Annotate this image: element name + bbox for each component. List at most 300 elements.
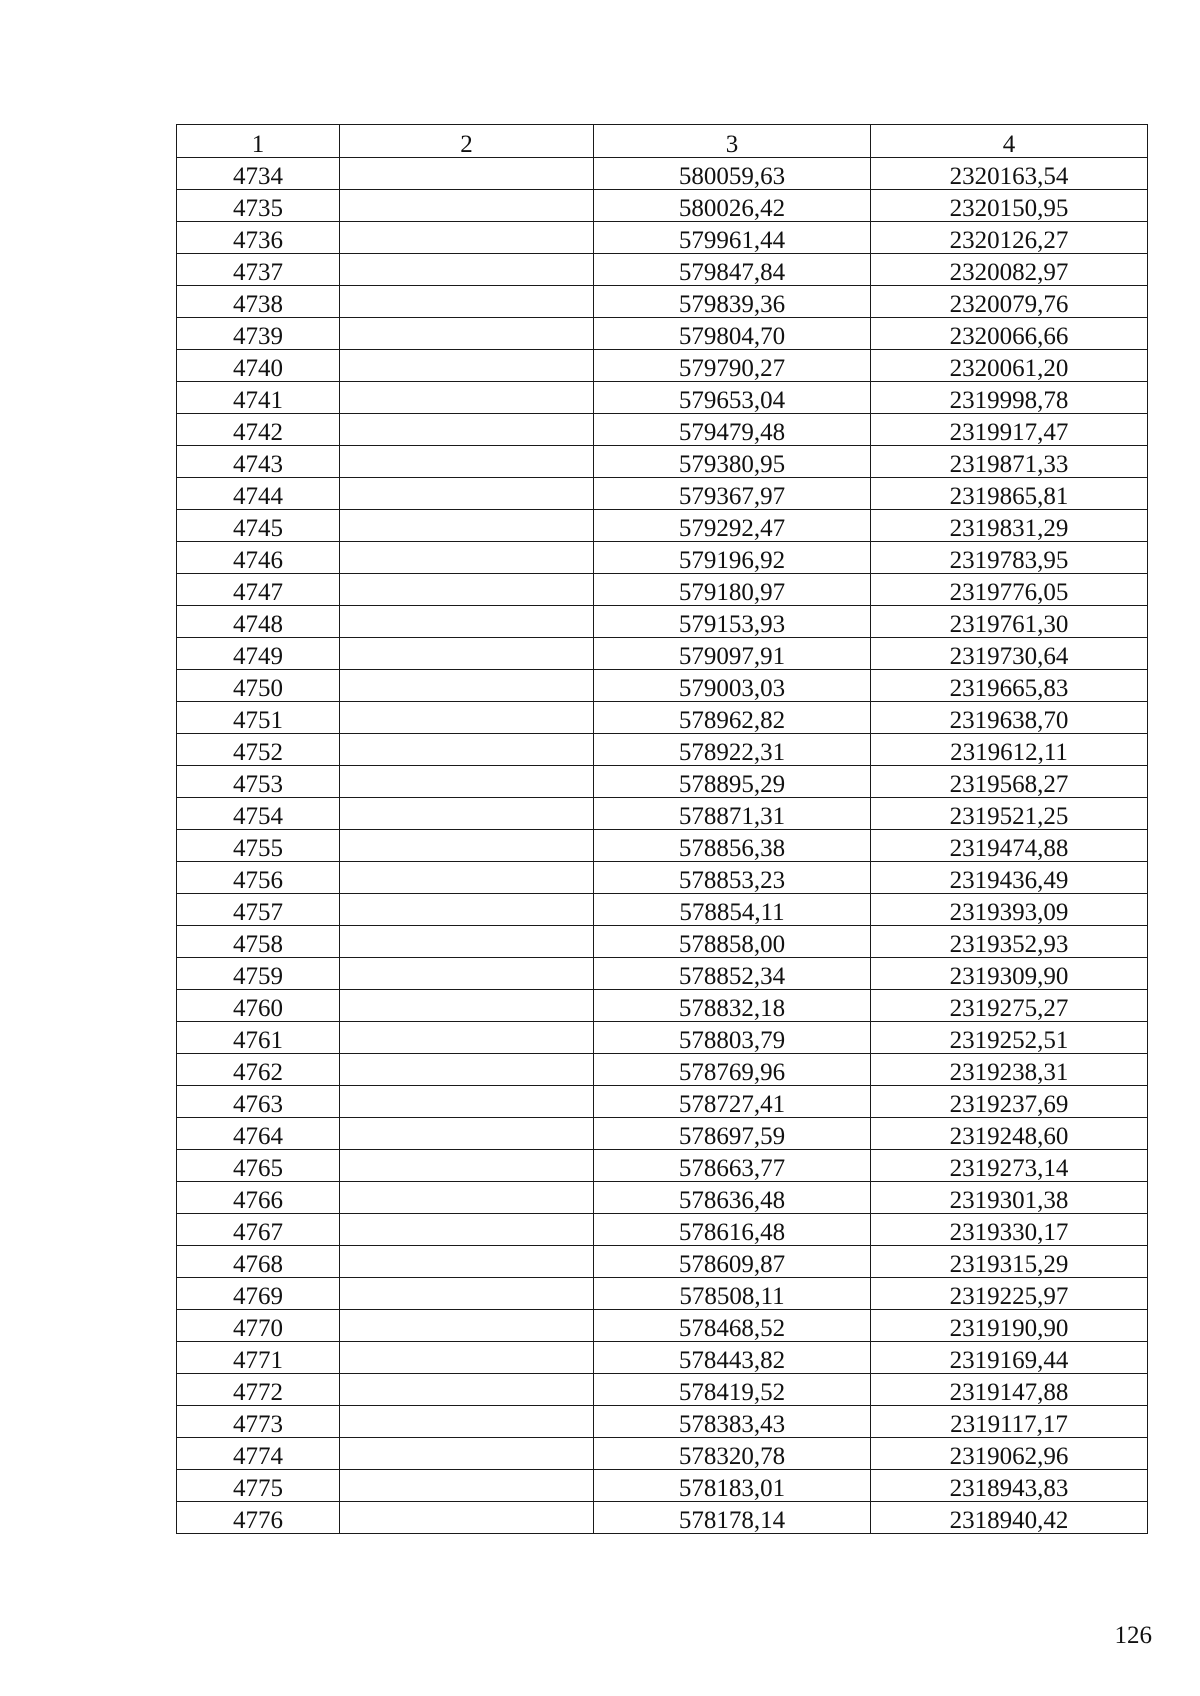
y-coordinate-cell-text: 2319776,05 (949, 579, 1069, 606)
x-coordinate-cell (594, 510, 871, 542)
x-coordinate-cell-text: 578852,34 (678, 963, 786, 990)
point-number-cell (177, 926, 340, 958)
x-coordinate-cell (594, 318, 871, 350)
point-number-cell-text: 4774 (233, 1443, 283, 1470)
x-coordinate-cell-text: 578616,48 (678, 1219, 786, 1246)
y-coordinate-cell-text: 2319917,47 (949, 419, 1069, 446)
y-coordinate-cell (871, 1278, 1148, 1310)
x-coordinate-cell (594, 446, 871, 478)
point-number-cell-text: 4751 (233, 707, 283, 734)
description-cell (340, 1214, 594, 1246)
table-row (177, 734, 1148, 766)
description-cell (340, 1374, 594, 1406)
point-number-cell-text: 4771 (233, 1347, 283, 1374)
point-number-cell-text: 4747 (233, 579, 283, 606)
y-coordinate-cell (871, 958, 1148, 990)
y-coordinate-cell-text: 2319998,78 (949, 387, 1069, 414)
x-coordinate-cell (594, 894, 871, 926)
point-number-cell (177, 1054, 340, 1086)
y-coordinate-cell-text: 2320066,66 (949, 323, 1069, 350)
y-coordinate-cell (871, 1438, 1148, 1470)
description-cell (340, 1310, 594, 1342)
point-number-cell (177, 1342, 340, 1374)
point-number-cell (177, 446, 340, 478)
y-coordinate-cell (871, 286, 1148, 318)
y-coordinate-cell (871, 766, 1148, 798)
y-coordinate-cell-text: 2320163,54 (949, 163, 1069, 190)
description-cell (340, 1342, 594, 1374)
point-number-cell-text: 4761 (233, 1027, 283, 1054)
y-coordinate-cell (871, 254, 1148, 286)
y-coordinate-cell (871, 670, 1148, 702)
y-coordinate-cell-text: 2320079,76 (949, 291, 1069, 318)
y-coordinate-cell (871, 382, 1148, 414)
table-row (177, 1054, 1148, 1086)
x-coordinate-cell (594, 414, 871, 446)
y-coordinate-cell (871, 798, 1148, 830)
y-coordinate-cell-text: 2320082,97 (949, 259, 1069, 286)
x-coordinate-cell (594, 1182, 871, 1214)
table-row (177, 958, 1148, 990)
point-number-cell (177, 350, 340, 382)
x-coordinate-cell (594, 1246, 871, 1278)
table-row (177, 798, 1148, 830)
point-number-cell (177, 830, 340, 862)
y-coordinate-cell (871, 478, 1148, 510)
x-coordinate-cell-text: 579479,48 (678, 419, 786, 446)
point-number-cell (177, 1150, 340, 1182)
description-cell (340, 222, 594, 254)
point-number-cell-text: 4772 (233, 1379, 283, 1406)
y-coordinate-cell (871, 1406, 1148, 1438)
point-number-cell-text: 4757 (233, 899, 283, 926)
y-coordinate-cell-text: 2319730,64 (949, 643, 1069, 670)
table-row (177, 222, 1148, 254)
x-coordinate-cell-text: 578663,77 (678, 1155, 786, 1182)
point-number-cell (177, 1470, 340, 1502)
table-row (177, 1342, 1148, 1374)
y-coordinate-cell-text: 2319474,88 (949, 835, 1069, 862)
page-number: 126 (1114, 1622, 1152, 1649)
table-row (177, 382, 1148, 414)
x-coordinate-cell (594, 1342, 871, 1374)
description-cell (340, 702, 594, 734)
point-number-cell (177, 1406, 340, 1438)
description-cell (340, 894, 594, 926)
point-number-cell-text: 4762 (233, 1059, 283, 1086)
y-coordinate-cell-text: 2319352,93 (949, 931, 1069, 958)
y-coordinate-cell (871, 638, 1148, 670)
point-number-cell (177, 574, 340, 606)
x-coordinate-cell (594, 958, 871, 990)
x-coordinate-cell-text: 579839,36 (678, 291, 786, 318)
x-coordinate-cell (594, 734, 871, 766)
table-header (177, 125, 1148, 158)
table-row (177, 510, 1148, 542)
point-number-cell (177, 1438, 340, 1470)
table-row (177, 574, 1148, 606)
point-number-cell-text: 4742 (233, 419, 283, 446)
table-row (177, 1438, 1148, 1470)
y-coordinate-cell-text: 2319612,11 (950, 739, 1068, 766)
y-coordinate-cell-text: 2319309,90 (949, 963, 1069, 990)
y-coordinate-cell (871, 894, 1148, 926)
header-label-1: 1 (251, 131, 265, 158)
point-number-cell (177, 190, 340, 222)
y-coordinate-cell (871, 1054, 1148, 1086)
table-row (177, 1502, 1148, 1534)
x-coordinate-cell-text: 578854,11 (679, 899, 785, 926)
description-cell (340, 830, 594, 862)
table-row (177, 702, 1148, 734)
y-coordinate-cell-text: 2319831,29 (949, 515, 1069, 542)
x-coordinate-cell (594, 1150, 871, 1182)
point-number-cell-text: 4764 (233, 1123, 283, 1150)
x-coordinate-cell-text: 579003,03 (678, 675, 786, 702)
description-cell (340, 254, 594, 286)
table-row (177, 894, 1148, 926)
point-number-cell (177, 990, 340, 1022)
description-cell (340, 958, 594, 990)
y-coordinate-cell (871, 222, 1148, 254)
point-number-cell-text: 4758 (233, 931, 283, 958)
point-number-cell-text: 4745 (233, 515, 283, 542)
y-coordinate-cell (871, 1374, 1148, 1406)
x-coordinate-cell (594, 862, 871, 894)
description-cell (340, 286, 594, 318)
header-cell-4 (871, 125, 1148, 158)
point-number-cell-text: 4760 (233, 995, 283, 1022)
x-coordinate-cell-text: 578508,11 (679, 1283, 785, 1310)
header-label-4: 4 (1002, 131, 1016, 158)
point-number-cell-text: 4769 (233, 1283, 283, 1310)
description-cell (340, 1118, 594, 1150)
point-number-cell (177, 1214, 340, 1246)
y-coordinate-cell-text: 2318940,42 (949, 1507, 1069, 1534)
table-row (177, 1214, 1148, 1246)
table-row (177, 350, 1148, 382)
point-number-cell (177, 1502, 340, 1534)
description-cell (340, 1054, 594, 1086)
y-coordinate-cell (871, 1118, 1148, 1150)
x-coordinate-cell-text: 579804,70 (678, 323, 786, 350)
table-row (177, 414, 1148, 446)
description-cell (340, 510, 594, 542)
point-number-cell-text: 4737 (233, 259, 283, 286)
point-number-cell (177, 1278, 340, 1310)
x-coordinate-cell (594, 1470, 871, 1502)
table-row (177, 1182, 1148, 1214)
point-number-cell (177, 414, 340, 446)
y-coordinate-cell-text: 2319871,33 (949, 451, 1069, 478)
y-coordinate-cell (871, 542, 1148, 574)
x-coordinate-cell-text: 578769,96 (678, 1059, 786, 1086)
point-number-cell (177, 1182, 340, 1214)
point-number-cell-text: 4749 (233, 643, 283, 670)
x-coordinate-cell (594, 766, 871, 798)
y-coordinate-cell (871, 1022, 1148, 1054)
y-coordinate-cell (871, 446, 1148, 478)
point-number-cell-text: 4767 (233, 1219, 283, 1246)
table-row (177, 766, 1148, 798)
point-number-cell-text: 4753 (233, 771, 283, 798)
description-cell (340, 766, 594, 798)
x-coordinate-cell-text: 579790,27 (678, 355, 786, 382)
x-coordinate-cell (594, 1374, 871, 1406)
x-coordinate-cell (594, 798, 871, 830)
point-number-cell (177, 862, 340, 894)
point-number-cell (177, 894, 340, 926)
x-coordinate-cell (594, 1022, 871, 1054)
point-number-cell-text: 4754 (233, 803, 283, 830)
description-cell (340, 1086, 594, 1118)
point-number-cell-text: 4765 (233, 1155, 283, 1182)
description-cell (340, 414, 594, 446)
x-coordinate-cell (594, 702, 871, 734)
y-coordinate-cell-text: 2319761,30 (949, 611, 1069, 638)
x-coordinate-cell-text: 578727,41 (678, 1091, 786, 1118)
description-cell (340, 1502, 594, 1534)
description-cell (340, 158, 594, 190)
point-number-cell-text: 4744 (233, 483, 283, 510)
table-row (177, 1246, 1148, 1278)
point-number-cell (177, 958, 340, 990)
x-coordinate-cell-text: 579196,92 (678, 547, 786, 574)
x-coordinate-cell (594, 1406, 871, 1438)
x-coordinate-cell (594, 606, 871, 638)
header-label-2: 2 (460, 131, 473, 158)
y-coordinate-cell-text: 2319169,44 (949, 1347, 1069, 1374)
y-coordinate-cell (871, 158, 1148, 190)
x-coordinate-cell (594, 1438, 871, 1470)
x-coordinate-cell (594, 926, 871, 958)
description-cell (340, 1022, 594, 1054)
description-cell (340, 1438, 594, 1470)
point-number-cell (177, 158, 340, 190)
y-coordinate-cell-text: 2320126,27 (949, 227, 1069, 254)
point-number-cell (177, 606, 340, 638)
y-coordinate-cell (871, 510, 1148, 542)
table-row (177, 1310, 1148, 1342)
description-cell (340, 606, 594, 638)
y-coordinate-cell (871, 190, 1148, 222)
x-coordinate-cell-text: 578443,82 (678, 1347, 786, 1374)
y-coordinate-cell (871, 926, 1148, 958)
y-coordinate-cell-text: 2319393,09 (949, 899, 1069, 926)
x-coordinate-cell (594, 382, 871, 414)
point-number-cell (177, 1310, 340, 1342)
x-coordinate-cell-text: 578697,59 (678, 1123, 786, 1150)
point-number-cell (177, 222, 340, 254)
table-row (177, 606, 1148, 638)
y-coordinate-cell (871, 1470, 1148, 1502)
x-coordinate-cell-text: 579180,97 (678, 579, 786, 606)
point-number-cell (177, 382, 340, 414)
table-body (177, 158, 1148, 1534)
x-coordinate-cell-text: 578962,82 (678, 707, 786, 734)
y-coordinate-cell-text: 2319225,97 (949, 1283, 1069, 1310)
x-coordinate-cell-text: 578895,29 (678, 771, 786, 798)
x-coordinate-cell (594, 1054, 871, 1086)
point-number-cell-text: 4752 (233, 739, 283, 766)
y-coordinate-cell-text: 2319665,83 (949, 675, 1069, 702)
x-coordinate-cell (594, 350, 871, 382)
x-coordinate-cell-text: 579380,95 (678, 451, 786, 478)
point-number-cell (177, 286, 340, 318)
point-number-cell-text: 4763 (233, 1091, 283, 1118)
point-number-cell (177, 702, 340, 734)
x-coordinate-cell-text: 579153,93 (678, 611, 786, 638)
table-row (177, 670, 1148, 702)
table-row (177, 926, 1148, 958)
y-coordinate-cell-text: 2319238,31 (949, 1059, 1069, 1086)
description-cell (340, 990, 594, 1022)
header-cell-2 (340, 125, 594, 158)
description-cell (340, 734, 594, 766)
description-cell (340, 1470, 594, 1502)
x-coordinate-cell-text: 579367,97 (678, 483, 786, 510)
point-number-cell-text: 4734 (233, 163, 283, 190)
point-number-cell-text: 4768 (233, 1251, 283, 1278)
x-coordinate-cell-text: 578853,23 (678, 867, 786, 894)
point-number-cell-text: 4775 (233, 1475, 283, 1502)
description-cell (340, 318, 594, 350)
description-cell (340, 382, 594, 414)
table-row (177, 990, 1148, 1022)
table-row (177, 478, 1148, 510)
table-row (177, 1086, 1148, 1118)
y-coordinate-cell (871, 414, 1148, 446)
description-cell (340, 1406, 594, 1438)
description-cell (340, 1246, 594, 1278)
y-coordinate-cell-text: 2319315,29 (949, 1251, 1069, 1278)
point-number-cell-text: 4776 (233, 1507, 283, 1534)
y-coordinate-cell-text: 2319301,38 (949, 1187, 1069, 1214)
y-coordinate-cell-text: 2319568,27 (949, 771, 1069, 798)
y-coordinate-cell (871, 1150, 1148, 1182)
x-coordinate-cell (594, 990, 871, 1022)
y-coordinate-cell (871, 1342, 1148, 1374)
x-coordinate-cell-text: 578832,18 (678, 995, 786, 1022)
x-coordinate-cell-text: 579653,04 (678, 387, 786, 414)
y-coordinate-cell-text: 2319436,49 (949, 867, 1069, 894)
x-coordinate-cell-text: 579097,91 (678, 643, 786, 670)
description-cell (340, 798, 594, 830)
point-number-cell (177, 510, 340, 542)
table-row (177, 190, 1148, 222)
point-number-cell (177, 1374, 340, 1406)
point-number-cell-text: 4743 (233, 451, 283, 478)
point-number-cell (177, 318, 340, 350)
x-coordinate-cell (594, 158, 871, 190)
y-coordinate-cell-text: 2319273,14 (949, 1155, 1069, 1182)
x-coordinate-cell (594, 638, 871, 670)
y-coordinate-cell (871, 734, 1148, 766)
point-number-cell (177, 638, 340, 670)
y-coordinate-cell-text: 2319638,70 (949, 707, 1069, 734)
table-row (177, 254, 1148, 286)
table-row (177, 1278, 1148, 1310)
x-coordinate-cell-text: 578609,87 (678, 1251, 786, 1278)
table-row (177, 542, 1148, 574)
y-coordinate-cell-text: 2319147,88 (949, 1379, 1069, 1406)
point-number-cell-text: 4756 (233, 867, 283, 894)
y-coordinate-cell (871, 1214, 1148, 1246)
x-coordinate-cell-text: 579961,44 (678, 227, 786, 254)
table-row (177, 862, 1148, 894)
point-number-cell-text: 4770 (233, 1315, 283, 1342)
y-coordinate-cell (871, 990, 1148, 1022)
y-coordinate-cell (871, 1502, 1148, 1534)
y-coordinate-cell-text: 2319330,17 (949, 1219, 1069, 1246)
table-row (177, 1470, 1148, 1502)
table-row (177, 1374, 1148, 1406)
x-coordinate-cell-text: 578183,01 (678, 1475, 786, 1502)
y-coordinate-cell-text: 2320061,20 (949, 355, 1069, 382)
point-number-cell (177, 1022, 340, 1054)
description-cell (340, 1182, 594, 1214)
x-coordinate-cell (594, 830, 871, 862)
x-coordinate-cell (594, 190, 871, 222)
point-number-cell (177, 798, 340, 830)
y-coordinate-cell-text: 2319865,81 (949, 483, 1069, 510)
x-coordinate-cell-text: 580059,63 (678, 163, 786, 190)
coordinates-table (176, 124, 1148, 1534)
description-cell (340, 574, 594, 606)
point-number-cell (177, 734, 340, 766)
table-row (177, 1150, 1148, 1182)
y-coordinate-cell (871, 1246, 1148, 1278)
point-number-cell (177, 478, 340, 510)
point-number-cell-text: 4759 (233, 963, 283, 990)
x-coordinate-cell-text: 578922,31 (678, 739, 786, 766)
y-coordinate-cell (871, 318, 1148, 350)
x-coordinate-cell (594, 1214, 871, 1246)
point-number-cell-text: 4746 (233, 547, 283, 574)
point-number-cell (177, 766, 340, 798)
table-row (177, 1118, 1148, 1150)
point-number-cell-text: 4739 (233, 323, 283, 350)
point-number-cell-text: 4735 (233, 195, 283, 222)
y-coordinate-cell-text: 2319783,95 (949, 547, 1069, 574)
y-coordinate-cell (871, 350, 1148, 382)
point-number-cell-text: 4755 (233, 835, 283, 862)
point-number-cell (177, 670, 340, 702)
x-coordinate-cell-text: 578636,48 (678, 1187, 786, 1214)
header-label-3: 3 (725, 131, 739, 158)
x-coordinate-cell-text: 579847,84 (678, 259, 786, 286)
x-coordinate-cell (594, 1502, 871, 1534)
x-coordinate-cell-text: 580026,42 (678, 195, 786, 222)
y-coordinate-cell-text: 2319252,51 (949, 1027, 1069, 1054)
point-number-cell (177, 1246, 340, 1278)
y-coordinate-cell (871, 574, 1148, 606)
y-coordinate-cell-text: 2319237,69 (949, 1091, 1069, 1118)
y-coordinate-cell (871, 1182, 1148, 1214)
x-coordinate-cell-text: 578383,43 (678, 1411, 786, 1438)
table-row (177, 1406, 1148, 1438)
point-number-cell-text: 4773 (233, 1411, 283, 1438)
x-coordinate-cell (594, 574, 871, 606)
x-coordinate-cell (594, 254, 871, 286)
point-number-cell-text: 4766 (233, 1187, 283, 1214)
x-coordinate-cell (594, 222, 871, 254)
description-cell (340, 926, 594, 958)
point-number-cell (177, 254, 340, 286)
point-number-cell-text: 4748 (233, 611, 283, 638)
y-coordinate-cell-text: 2319117,17 (950, 1411, 1068, 1438)
x-coordinate-cell-text: 578856,38 (678, 835, 786, 862)
